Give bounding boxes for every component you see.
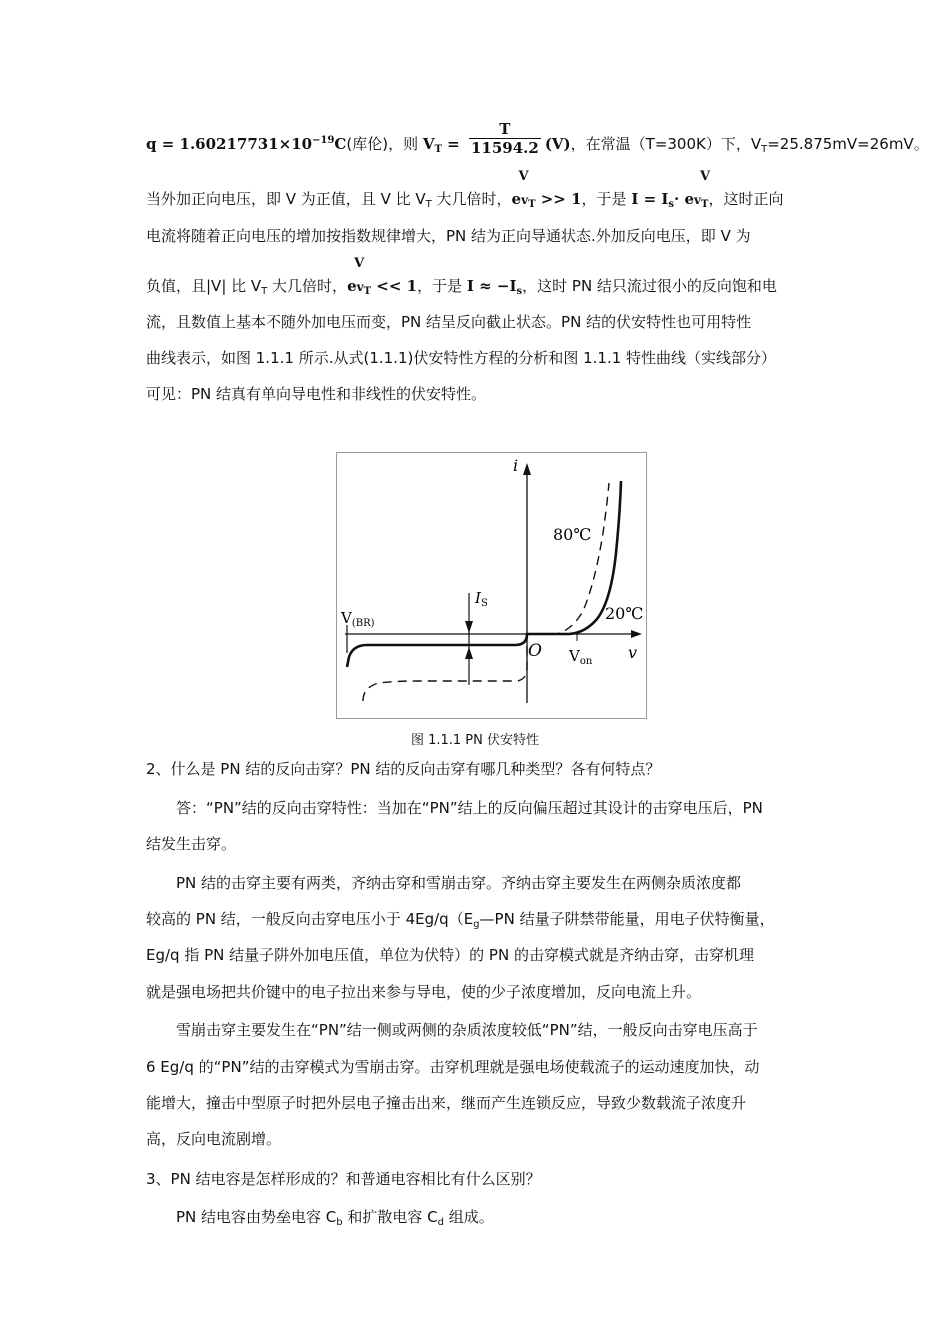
zener-paragraph-line: Eg/q 指 PN 结量子阱外加电压值，单位为伏特）的 PN 的击穿模式就是齐纳击穿，击穿机理 bbox=[146, 946, 754, 964]
current-formula: I ≈ −I bbox=[466, 277, 517, 295]
vt-subscript-2: T bbox=[761, 144, 768, 155]
current-axis-arrow bbox=[523, 463, 531, 475]
fraction-numerator: T bbox=[469, 120, 541, 139]
volt-unit: (V) bbox=[544, 135, 571, 153]
much-less: << 1 bbox=[371, 277, 418, 295]
text-span: 大几倍时， bbox=[267, 277, 348, 295]
paragraph-line: 电流将随着正向电压的增加按指数规律增大，PN 结为正向导通状态.外加反向电压，即 V 为 bbox=[146, 227, 751, 245]
equals-sign: = bbox=[441, 135, 465, 153]
coulomb-text: (库伦)，则 bbox=[346, 135, 423, 153]
answer-3-line bbox=[176, 1207, 494, 1233]
saturation-current-label bbox=[474, 589, 488, 609]
text-span: 较高的 PN 结，一般反向击穿电压小于 4Eg/q（E bbox=[146, 910, 474, 928]
is-i: I bbox=[475, 589, 481, 607]
is-sub: S bbox=[480, 598, 488, 609]
breakdown-label bbox=[340, 609, 375, 629]
vt-symbol: V bbox=[422, 135, 435, 153]
forward-bias-line bbox=[146, 169, 784, 215]
von-v: V bbox=[569, 647, 580, 665]
answer-2-line: 结发生击穿。 bbox=[146, 835, 237, 853]
exponent-base: v bbox=[694, 193, 701, 207]
text-span: ，这时 PN 结只流过很小的反向饱和电 bbox=[522, 277, 777, 295]
exponent-base: v bbox=[356, 280, 364, 294]
iv-characteristic-figure bbox=[336, 452, 647, 719]
subscript: s bbox=[668, 199, 675, 210]
exponential-term-2 bbox=[674, 169, 711, 215]
dot-e: · e bbox=[674, 190, 695, 208]
much-greater: >> 1 bbox=[535, 190, 582, 208]
answer-2-line: 答：“PN”结的反向击穿特性：当加在“PN”结上的反向偏压超过其设计的击穿电压后，PN bbox=[176, 799, 763, 817]
zener-paragraph-line: PN 结的击穿主要有两类，齐纳击穿和雪崩击穿。齐纳击穿主要发生在两侧杂质浓度都 bbox=[176, 874, 742, 892]
charge-exponent: −19 bbox=[312, 135, 335, 146]
vt-fraction bbox=[469, 120, 541, 157]
text-span: 负值，且|V| 比 V bbox=[146, 277, 262, 295]
reverse-bias-line bbox=[146, 256, 777, 302]
text-span: ，于是 bbox=[581, 190, 632, 208]
text-span: ，这时正向 bbox=[708, 190, 784, 208]
exponent-v: V bbox=[354, 256, 365, 271]
paragraph-line: 可见：PN 结真有单向导电性和非线性的伏安特性。 bbox=[146, 385, 487, 403]
subscript: b bbox=[336, 1217, 343, 1228]
exponent-subscript: T bbox=[528, 199, 536, 210]
turn-on-voltage-label bbox=[568, 647, 593, 667]
avalanche-paragraph-line: 雪崩击穿主要发生在“PN”结一侧或两侧的杂质浓度较低“PN”结，一般反向击穿电压高于 bbox=[176, 1021, 758, 1039]
zener-paragraph-line: 就是强电场把共价键中的电子拉出来参与导电，使的少子浓度增加，反向电流上升。 bbox=[146, 983, 702, 1001]
avalanche-paragraph-line: 能增大，撞击中型原子时把外层电子撞击出来，继而产生连锁反应，导致少数载流子浓度升 bbox=[146, 1094, 747, 1112]
iv-curve-20c bbox=[347, 481, 621, 667]
text-span: 和扩散电容 C bbox=[342, 1208, 438, 1226]
text-span: 当外加正向电压，即 V 为正值，且 V 比 V bbox=[146, 190, 426, 208]
e-symbol: e bbox=[347, 277, 357, 295]
vt-subscript: T bbox=[434, 144, 442, 155]
coulomb-symbol: C bbox=[334, 135, 347, 153]
exponential-term-3 bbox=[347, 256, 372, 302]
exponent-v: V bbox=[518, 169, 529, 184]
exponential-term bbox=[511, 169, 536, 215]
avalanche-paragraph-line: 6 Eg/q 的“PN”结的击穿模式为雪崩击穿。击穿机理就是强电场使载流子的运动速度加快，动 bbox=[146, 1058, 760, 1076]
subscript: g bbox=[473, 919, 480, 930]
exponent-v: V bbox=[700, 169, 711, 184]
exponent-subscript: T bbox=[363, 286, 372, 297]
charge-formula: q = 1.60217731×10 bbox=[146, 135, 313, 153]
von-sub: on bbox=[579, 656, 593, 667]
text-span: 大几倍时， bbox=[431, 190, 512, 208]
question-2: 2、什么是 PN 结的反向击穿？PN 结的反向击穿有哪几种类型？各有何特点？ bbox=[146, 760, 661, 778]
avalanche-paragraph-line: 高，反向电流剧增。 bbox=[146, 1130, 282, 1148]
current-axis-label: i bbox=[513, 456, 519, 475]
subscript: T bbox=[261, 286, 268, 297]
is-arrow-up bbox=[465, 647, 473, 659]
iv-curve-svg bbox=[337, 453, 646, 718]
figure-caption: 图 1.1.1 PN 伏安特性 bbox=[410, 733, 540, 748]
voltage-axis-label: v bbox=[628, 643, 638, 662]
is-arrow-down bbox=[465, 621, 473, 633]
fraction-denominator: 11594.2 bbox=[470, 139, 539, 157]
exponent-subscript: T bbox=[701, 199, 709, 210]
room-temp-text: ，在常温（T=300K）下，V bbox=[570, 135, 762, 153]
text-span: PN 结电容由势垒电容 C bbox=[176, 1208, 337, 1226]
exponent-base: v bbox=[521, 193, 529, 207]
zener-paragraph-line bbox=[146, 909, 775, 935]
temp-80c-label: 80℃ bbox=[553, 525, 592, 544]
voltage-axis-arrow bbox=[631, 630, 642, 638]
paragraph-line: 流，且数值上基本不随外加电压而变，PN 结呈反向截止状态。PN 结的伏安特性也可用特性 bbox=[146, 313, 752, 331]
breakdown-sub: (BR) bbox=[351, 618, 375, 629]
temp-20c-label: 20℃ bbox=[605, 604, 644, 623]
text-span: ，于是 bbox=[417, 277, 467, 295]
origin-label: O bbox=[528, 641, 542, 661]
room-temp-value: =25.875mV=26mV。 bbox=[767, 135, 929, 153]
formula-line bbox=[146, 120, 929, 160]
current-formula: I = I bbox=[631, 190, 669, 208]
iv-curve-80c bbox=[363, 483, 609, 701]
text-span: 组成。 bbox=[444, 1208, 494, 1226]
e-symbol: e bbox=[511, 190, 522, 208]
question-3: 3、PN 结电容是怎样形成的？和普通电容相比有什么区别？ bbox=[146, 1170, 541, 1188]
subscript: d bbox=[437, 1217, 445, 1228]
text-span: —PN 结量子阱禁带能量，用电子伏特衡量， bbox=[479, 910, 775, 928]
subscript: T bbox=[425, 199, 432, 210]
paragraph-line: 曲线表示，如图 1.1.1 所示.从式(1.1.1)伏安特性方程的分析和图 1.1.1 特性曲线（实线部分） bbox=[146, 349, 777, 367]
subscript: s bbox=[516, 286, 523, 297]
breakdown-v: V bbox=[341, 609, 352, 627]
